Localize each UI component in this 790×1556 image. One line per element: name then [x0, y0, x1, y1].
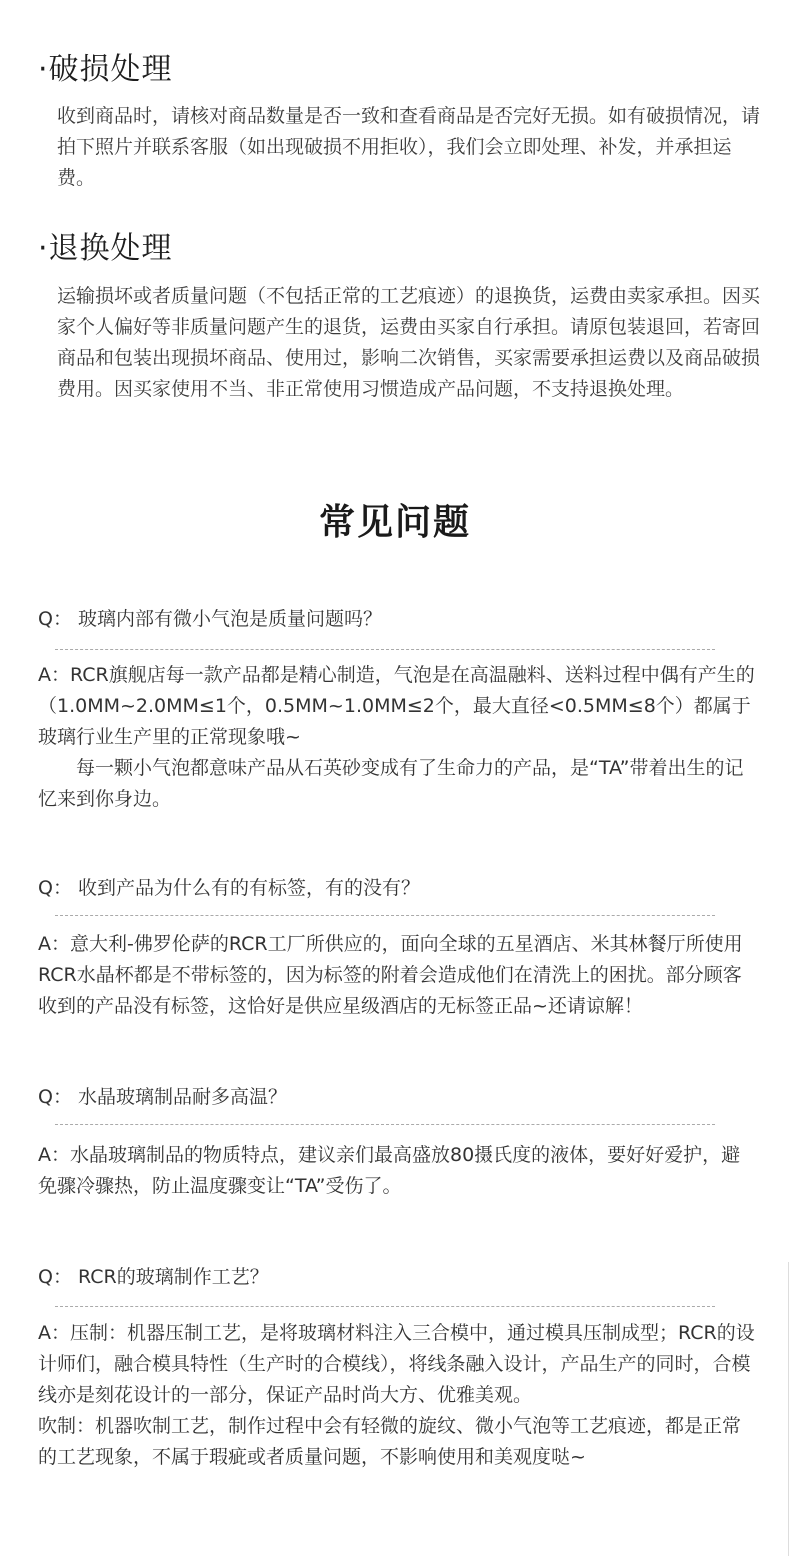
faq-question-2 [38, 873, 420, 900]
question-text: 收到产品为什么有的有标签，有的没有？ [77, 877, 420, 899]
section-title-damage: ·破损处理 [38, 52, 173, 87]
right-edge-line [788, 1262, 789, 1556]
question-prefix: Q： [38, 608, 72, 630]
question-prefix: Q： [38, 1086, 72, 1108]
question-prefix: Q： [38, 877, 72, 899]
answer-extra-text: 每一颗小气泡都意味产品从石英砂变成有了生命力的产品，是“TA”带着出生的记忆来到你身边。 [38, 757, 744, 810]
answer-text: RCR旗舰店每一款产品都是精心制造，气泡是在高温融料、送料过程中偶有产生的（1.0MM~2.0MM≤1个，0.5MM~1.0MM≤2个，最大直径<0.5MM≤8个）都属于玻璃行业生产里的正常现象哦~ [38, 664, 755, 748]
section-title-return: ·退换处理 [38, 231, 173, 266]
faq-title: 常见问题 [318, 502, 471, 543]
question-prefix: Q： [38, 1266, 72, 1288]
answer-prefix: A： [38, 1144, 70, 1166]
answer-text: 压制：机器压制工艺，是将玻璃材料注入三合模中，通过模具压制成型；RCR的设计师们，融合模具特性（生产时的合模线），将线条融入设计，产品生产的同时，合模线亦是刻花设计的一部分，保证产品时尚大方、优雅美观。 [38, 1322, 755, 1406]
faq-question-4 [38, 1262, 269, 1289]
faq-answer-4 [38, 1318, 758, 1473]
dashed-divider [55, 1306, 715, 1307]
answer-extra-text: 吹制：机器吹制工艺，制作过程中会有轻微的旋纹、微小气泡等工艺痕迹，都是正常的工艺现象，不属于瑕疵或者质量问题，不影响使用和美观度哒~ [38, 1415, 742, 1468]
faq-answer-3 [38, 1140, 758, 1202]
faq-answer-1 [38, 660, 758, 815]
dashed-divider [55, 649, 715, 650]
question-text: 玻璃内部有微小气泡是质量问题吗？ [77, 608, 382, 630]
faq-answer-2 [38, 929, 758, 1022]
dashed-divider [55, 1124, 715, 1125]
answer-text: 水晶玻璃制品的物质特点，建议亲们最高盛放80摄氏度的液体，要好好爱护，避免骤冷骤热，防止温度骤变让“TA”受伤了。 [38, 1144, 741, 1197]
faq-question-1 [38, 604, 382, 631]
section-body-damage: 收到商品时，请核对商品数量是否一致和查看商品是否完好无损。如有破损情况，请拍下照片并联系客服（如出现破损不用拒收），我们会立即处理、补发，并承担运费。 [57, 105, 761, 189]
answer-prefix: A： [38, 1322, 70, 1344]
answer-prefix: A： [38, 933, 70, 955]
faq-question-3 [38, 1082, 287, 1109]
section-body-return: 运输损坏或者质量问题（不包括正常的工艺痕迹）的退换货，运费由卖家承担。因买家个人偏好等非质量问题产生的退货，运费由买家自行承担。请原包装退回，若寄回商品和包装出现损坏商品、使用过，影响二次销售，买家需要承担运费以及商品破损费用。因买家使用不当、非正常使用习惯造成产品问题，不支持退换处理。 [57, 285, 761, 400]
answer-text: 意大利-佛罗伦萨的RCR工厂所供应的，面向全球的五星酒店、米其林餐厅所使用RCR水晶杯都是不带标签的，因为标签的附着会造成他们在清洗上的困扰。部分顾客收到的产品没有标签，这恰好是供应星级酒店的无标签正品~还请谅解！ [38, 933, 743, 1017]
dashed-divider [55, 915, 715, 916]
question-text: 水晶玻璃制品耐多高温？ [77, 1086, 287, 1108]
answer-prefix: A： [38, 664, 70, 686]
question-text: RCR的玻璃制作工艺？ [77, 1266, 269, 1288]
